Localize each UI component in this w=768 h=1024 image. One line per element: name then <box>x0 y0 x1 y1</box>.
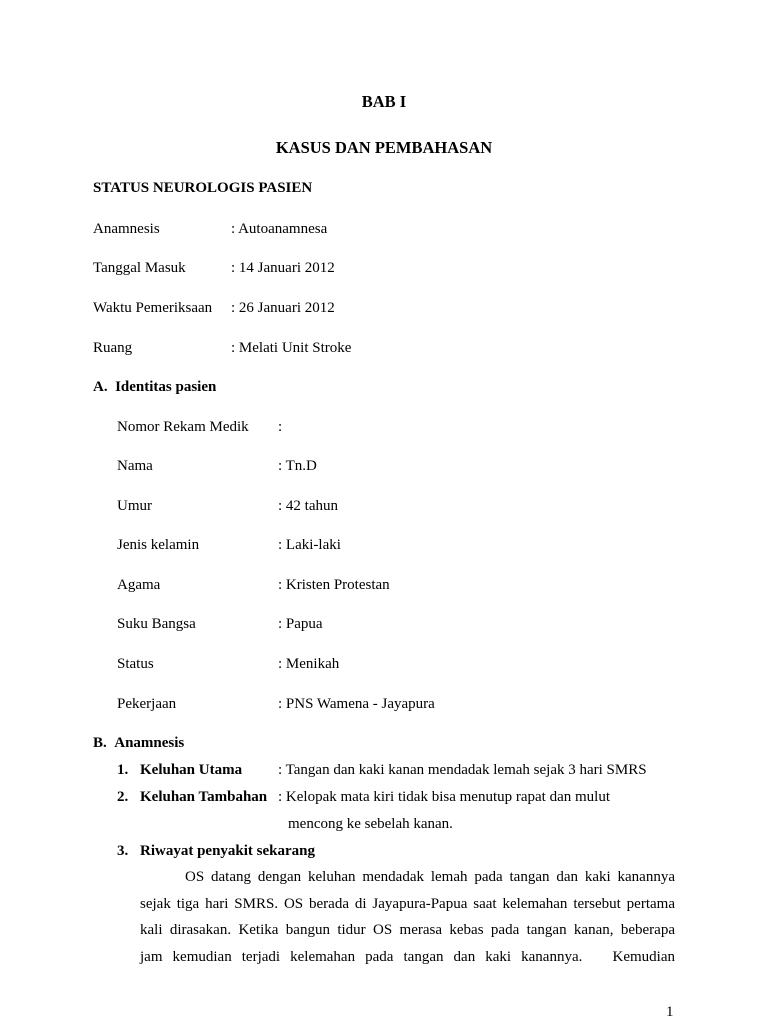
paragraph-line-2: sejak tiga hari SMRS. OS berada di Jayapura-Papua saat kelemahan tersebut pertama <box>140 896 675 912</box>
field-value-waktu-pemeriksaan: : 26 Januari 2012 <box>231 300 335 316</box>
field-label-suku-bangsa: Suku Bangsa <box>117 616 196 632</box>
section-a-title: A. Identitas pasien <box>93 379 217 395</box>
field-value-umur: : 42 tahun <box>278 498 338 514</box>
field-label-status: Status <box>117 656 154 672</box>
paragraph-line-4: jam kemudian terjadi kelemahan pada tangan dan kaki kanannya. Kemudian <box>140 949 675 965</box>
field-label-tanggal-masuk: Tanggal Masuk <box>93 260 186 276</box>
item-value-keluhan-tambahan: : Kelopak mata kiri tidak bisa menutup rapat dan mulut <box>278 789 610 805</box>
page-number: 1 <box>666 1004 674 1020</box>
item-number-1: 1. <box>117 762 129 778</box>
field-value-anamnesis: : Autoanamnesa <box>231 221 328 237</box>
field-value-ruang: : Melati Unit Stroke <box>231 340 352 356</box>
field-label-nama: Nama <box>117 458 153 474</box>
field-label-ruang: Ruang <box>93 340 133 356</box>
item-label-keluhan-tambahan: Keluhan Tambahan <box>140 789 268 805</box>
item-value-keluhan-utama: : Tangan dan kaki kanan mendadak lemah sejak 3 hari SMRS <box>278 762 647 778</box>
item-value-keluhan-tambahan-cont: mencong ke sebelah kanan. <box>288 816 453 832</box>
item-label-riwayat-penyakit: Riwayat penyakit sekarang <box>140 843 316 859</box>
field-label-umur: Umur <box>117 498 152 514</box>
field-value-nomor-rekam-medik: : <box>278 419 283 435</box>
item-label-keluhan-utama: Keluhan Utama <box>140 762 243 778</box>
field-label-waktu-pemeriksaan: Waktu Pemeriksaan <box>93 300 213 316</box>
item-number-2: 2. <box>117 789 129 805</box>
field-value-jenis-kelamin: : Laki-laki <box>278 537 341 553</box>
paragraph-line-1: OS datang dengan keluhan mendadak lemah pada tangan dan kaki kanannya <box>185 869 675 885</box>
field-value-suku-bangsa: : Papua <box>278 616 323 632</box>
field-value-tanggal-masuk: : 14 Januari 2012 <box>231 260 335 276</box>
field-value-agama: : Kristen Protestan <box>278 577 390 593</box>
item-number-3: 3. <box>117 843 129 859</box>
field-label-nomor-rekam-medik: Nomor Rekam Medik <box>117 419 249 435</box>
field-label-anamnesis: Anamnesis <box>93 221 160 237</box>
field-value-nama: : Tn.D <box>278 458 317 474</box>
field-label-pekerjaan: Pekerjaan <box>117 696 177 712</box>
field-value-status: : Menikah <box>278 656 340 672</box>
section-title: STATUS NEUROLOGIS PASIEN <box>93 180 313 196</box>
chapter-heading: BAB I <box>361 92 407 111</box>
field-label-jenis-kelamin: Jenis kelamin <box>117 537 200 553</box>
section-b-title: B. Anamnesis <box>93 735 185 751</box>
field-label-agama: Agama <box>117 577 161 593</box>
field-value-pekerjaan: : PNS Wamena - Jayapura <box>278 696 435 712</box>
chapter-title: KASUS DAN PEMBAHASAN <box>275 138 493 157</box>
paragraph-line-3: kali dirasakan. Ketika bangun tidur OS merasa kebas pada tangan kanan, beberapa <box>140 922 675 938</box>
